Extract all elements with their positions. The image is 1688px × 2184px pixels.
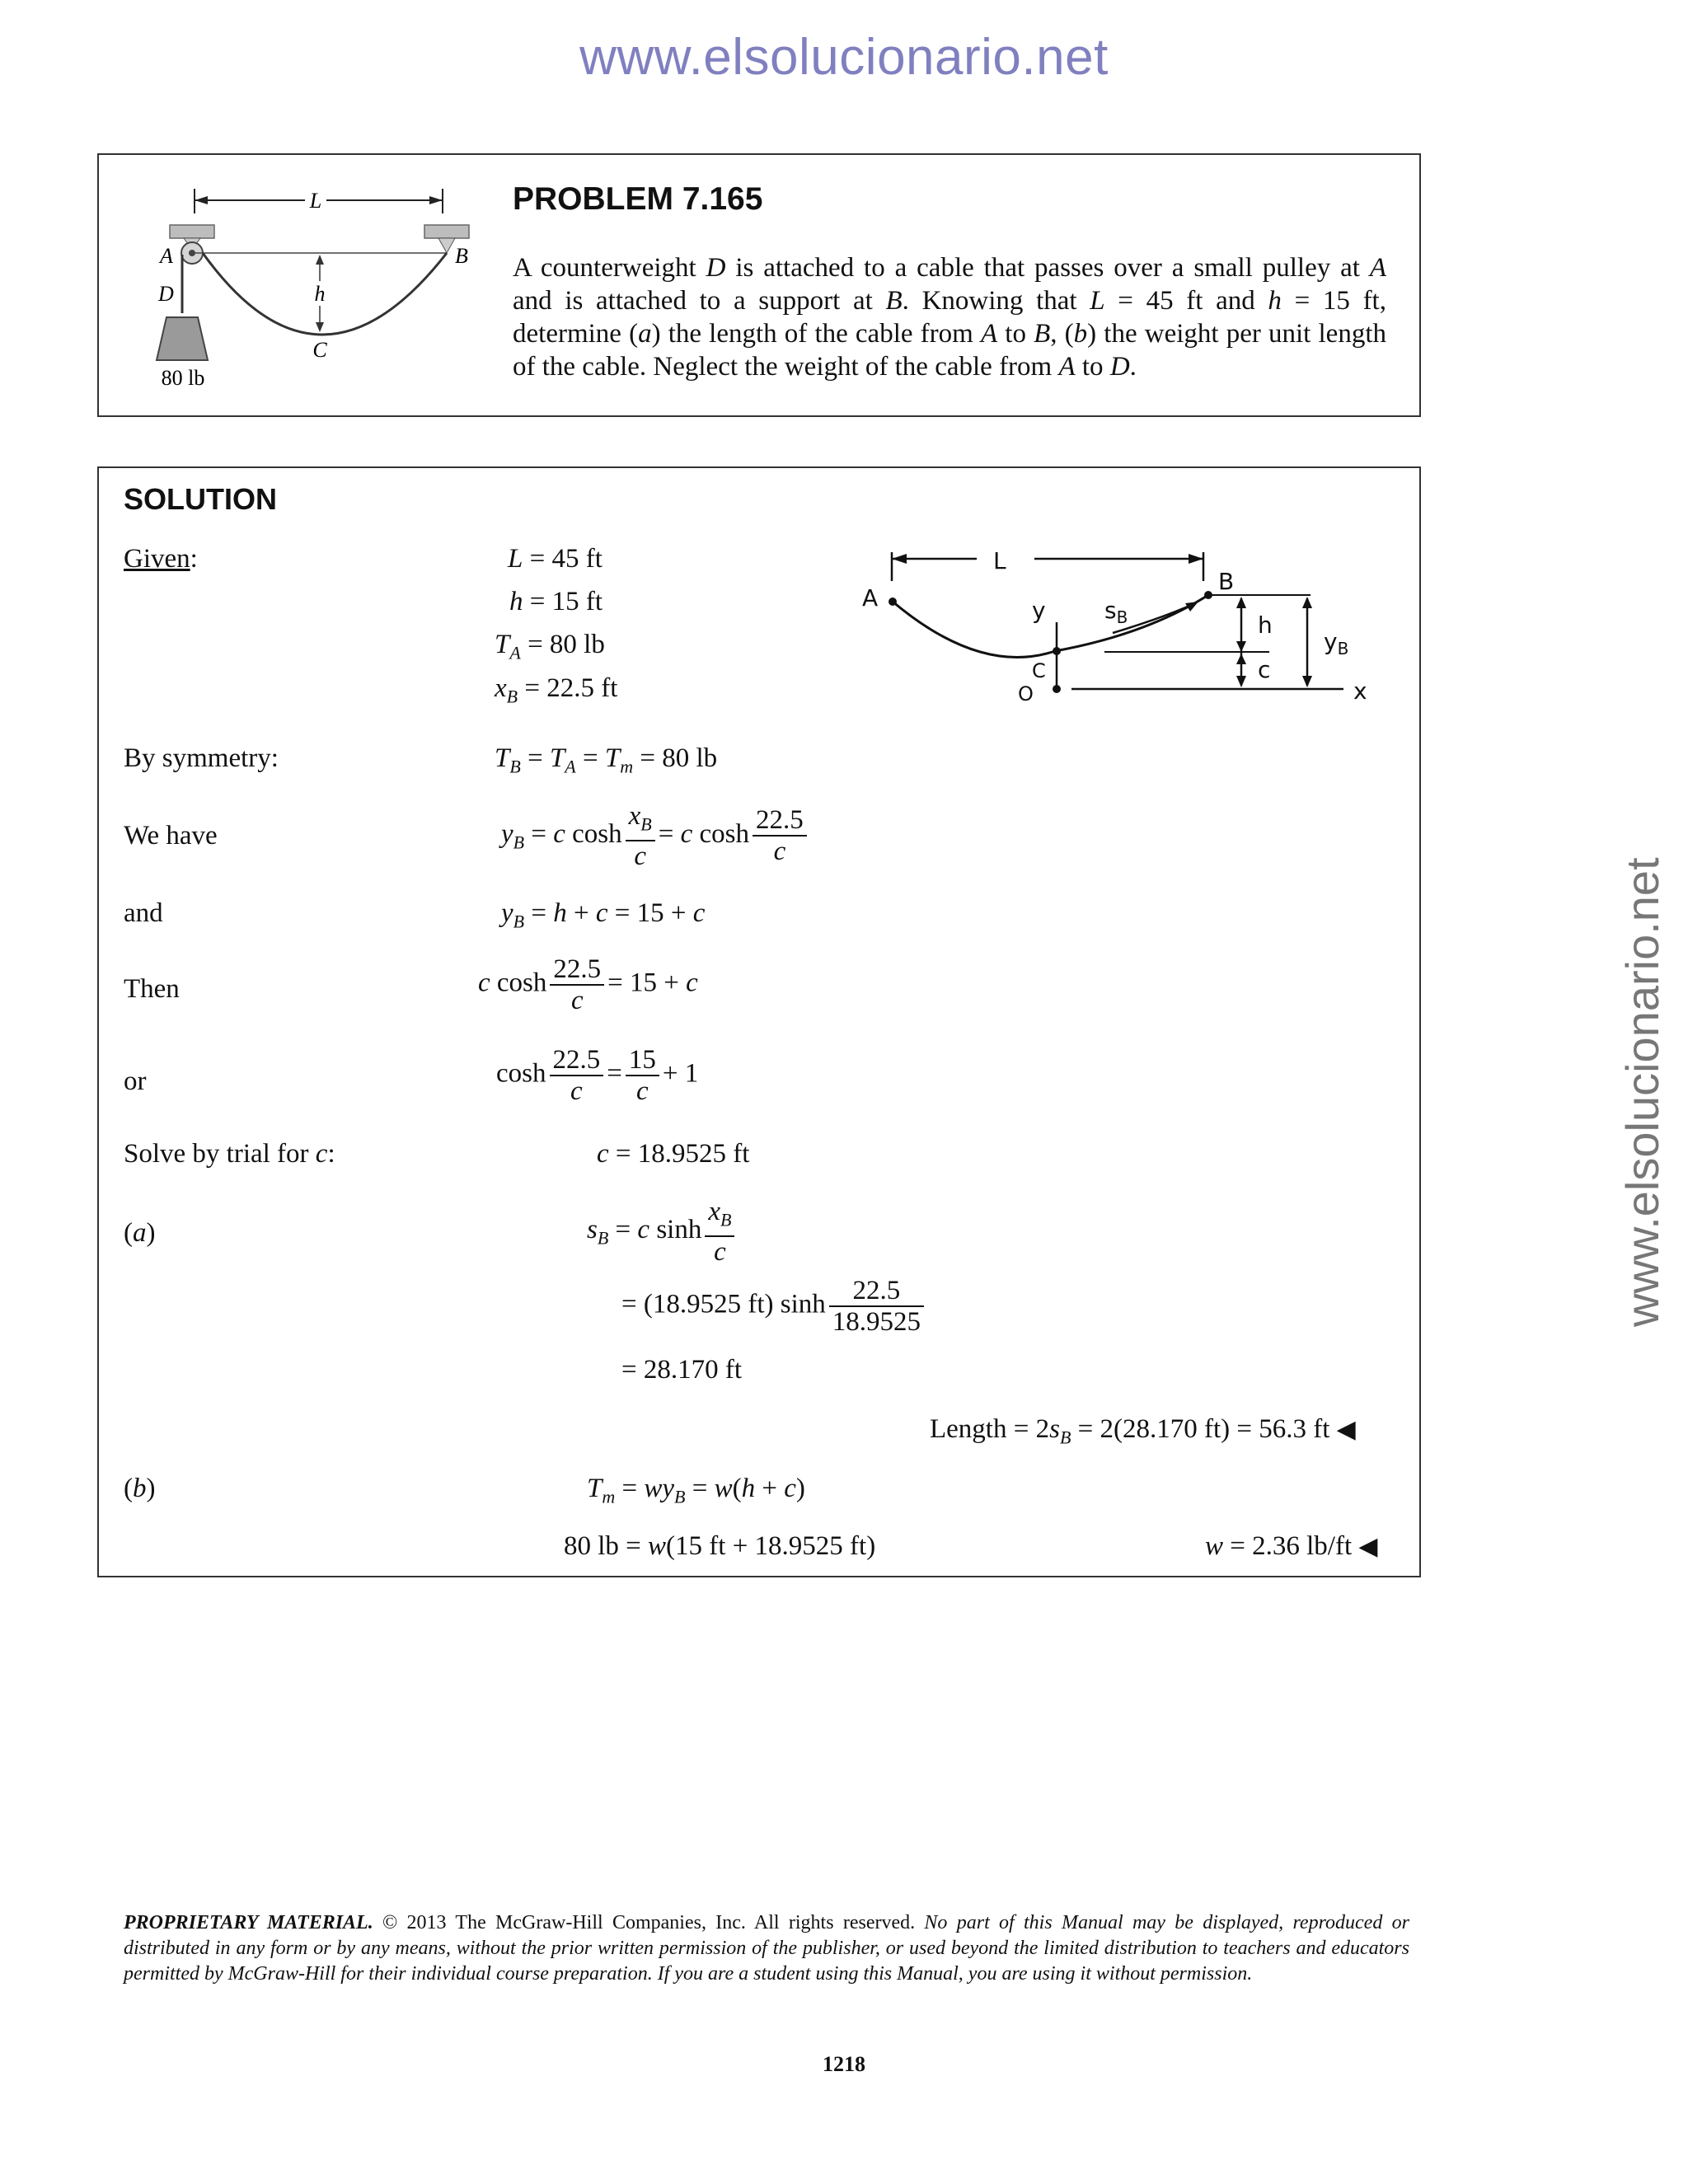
plus-15: = 15 + <box>614 898 693 928</box>
sB-line2-num: 22.5 <box>829 1276 924 1307</box>
symmetry-value: = 80 lb <box>640 743 718 773</box>
sB-line2-den: 18.9525 <box>832 1307 921 1337</box>
solution-sketch <box>849 536 1385 717</box>
symmetry-eq: $T_B = T_A = T_m = 80$ lb <box>495 743 718 777</box>
part-a-letter: a <box>133 1218 147 1248</box>
fig-label-B: B <box>455 244 468 268</box>
weight-eq: 80 lb = w(15 ft + 18.9525 ft) <box>564 1531 876 1561</box>
yB-cosh-eq: $y_B = c$ cosh $\frac{x_B}{c}$ = c cosh $\frac{22.5}{c}$ <box>501 801 810 871</box>
watermark-top: www.elsolucionario.net <box>579 29 1109 86</box>
statement-text: ) the length of the cable from <box>651 319 981 349</box>
sB-result: = 28.170 ft <box>621 1355 743 1385</box>
statement-text: . Knowing that <box>902 286 1090 316</box>
sketch-label-yB: $y_B$ <box>1324 628 1349 658</box>
statement-variable: A <box>980 319 998 349</box>
c-value: = 18.9525 ft <box>615 1139 750 1169</box>
length-value: = 2(28.170 ft) = 56.3 ft <box>1077 1414 1330 1444</box>
solve-label <box>124 1139 335 1169</box>
then-eq: c cosh $\frac{22.5}{c}$ = 15 + c <box>478 954 698 1015</box>
solve-colon: : <box>327 1139 335 1169</box>
statement-variable: A <box>1058 352 1076 382</box>
given-xB-value: = 22.5 ft <box>524 673 618 703</box>
yB-sum-eq: $y_B = h + c = 15 + c$ <box>501 898 706 932</box>
sketch-label-C: C <box>1032 659 1046 682</box>
or-num-15: 15 <box>626 1045 659 1076</box>
or-eq: cosh $\frac{22.5}{c}$ = $\frac{15}{c}$ + 1 <box>496 1045 699 1106</box>
we-have-label: We have <box>124 821 218 851</box>
given-L-value: = 45 ft <box>529 544 603 574</box>
then-num: 22.5 <box>550 954 604 986</box>
statement-text: to <box>1075 352 1110 382</box>
given-colon: : <box>190 544 198 574</box>
part-b-label: (b) <box>124 1474 156 1503</box>
given-TA: $T_A = 80$ lb <box>495 630 605 663</box>
given-xB: $x_B = 22.5$ ft <box>495 673 618 707</box>
statement-variable: B <box>885 286 903 316</box>
statement-variable: a <box>638 319 652 349</box>
statement-variable: h <box>1268 286 1282 316</box>
statement-variable: D <box>1109 352 1130 382</box>
problem-title: PROBLEM 7.165 <box>513 181 763 217</box>
sketch-label-B: B <box>1218 568 1235 595</box>
statement-text: = 15 ft, determine ( <box>513 286 1386 349</box>
footer-italic: No part of this Manual may be displayed, reproduced or distributed in any form or by any means, without the prior written permission of the publisher, or used beyond the limited distribution to teachers and educators permitted by McGraw-Hill for their individual course preparation. If you are a student using this Manual, you are using it without permission. <box>124 1912 1409 1985</box>
fig-label-weight: 80 lb <box>161 366 205 390</box>
statement-variable: D <box>706 253 726 283</box>
given-TA-value: = 80 lb <box>528 630 605 659</box>
given-h-value: = 15 ft <box>529 587 603 616</box>
sketch-label-h: h <box>1258 612 1273 639</box>
statement-text: . <box>1129 352 1137 382</box>
copyright-footer <box>124 1910 1409 1987</box>
statement-text: A counterweight <box>513 253 706 283</box>
watermark-side: www.elsolucionario.net <box>1616 857 1668 1327</box>
solution-title: SOLUTION <box>124 482 277 516</box>
given-L: L = 45 ft <box>508 544 603 574</box>
problem-figure <box>140 177 486 396</box>
fig-label-h: h <box>314 282 326 306</box>
sketch-label-x: x <box>1353 677 1367 705</box>
statement-variable: B <box>1034 319 1051 349</box>
then-rhs: = 15 + <box>607 968 687 998</box>
part-b-letter: b <box>133 1474 147 1503</box>
statement-text: to <box>997 319 1034 349</box>
solve-var: c <box>315 1139 328 1169</box>
fig-label-C: C <box>312 338 327 362</box>
sB-eq: $s_B = c$ sinh $\frac{x_B}{c}$ <box>587 1197 738 1267</box>
part-a-label: (a) <box>124 1218 156 1248</box>
statement-variable: A <box>1369 253 1386 283</box>
sketch-label-L: L <box>993 547 1006 574</box>
problem-statement <box>513 251 1386 383</box>
and-label: and <box>124 898 163 928</box>
length-answer: Length = $2s_B = 2(28.170$ ft) = 56.3 ft ◀ <box>930 1414 1356 1448</box>
fig-label-A: A <box>160 244 173 268</box>
given-label <box>124 544 198 574</box>
footer-bold: PROPRIETARY MATERIAL. <box>124 1912 373 1933</box>
statement-text: = 45 ft and <box>1104 286 1268 316</box>
length-label: Length <box>930 1414 1007 1444</box>
statement-variable: b <box>1073 319 1088 349</box>
sketch-label-sB: $s_B$ <box>1104 597 1128 627</box>
footer-normal: © 2013 The McGraw-Hill Companies, Inc. All rights reserved. <box>373 1912 925 1933</box>
answer-marker-icon: ◀ <box>1336 1416 1356 1443</box>
solve-text: Solve by trial for <box>124 1139 316 1169</box>
sketch-label-y: y <box>1032 597 1046 624</box>
sB-line2-left: = (18.9525 ft) sinh <box>621 1289 826 1319</box>
sB-eq-line2 <box>621 1276 927 1337</box>
statement-variable: L <box>1090 286 1105 316</box>
weight-eq-left: 80 lb = <box>564 1531 649 1561</box>
page-number: 1218 <box>823 2052 865 2076</box>
given-h: h = 15 ft <box>509 587 603 616</box>
c-value-eq: c = 18.9525 ft <box>597 1139 750 1169</box>
statement-text: ) the weight per unit length of the cable. Neglect the weight of the cable from <box>513 319 1386 382</box>
then-label: Then <box>124 974 180 1004</box>
fig-label-L: L <box>309 189 322 213</box>
or-num: 22.5 <box>550 1045 604 1076</box>
frac-num-22-5: 22.5 <box>753 805 807 837</box>
length-mid: = 2 <box>1013 1414 1050 1444</box>
statement-text: and is attached to a support at <box>513 286 886 316</box>
weight-eq-right: (15 ft + 18.9525 ft) <box>666 1531 876 1561</box>
sketch-label-c: c <box>1258 656 1271 683</box>
sketch-label-A: A <box>862 584 879 612</box>
fig-label-D: D <box>158 282 174 306</box>
symmetry-label: By symmetry: <box>124 743 279 773</box>
answer-marker-icon: ◀ <box>1358 1533 1378 1560</box>
sketch-label-O: O <box>1018 682 1034 705</box>
statement-text: , ( <box>1050 319 1074 349</box>
statement-text: is attached to a cable that passes over a small pulley at <box>725 253 1370 283</box>
or-label: or <box>124 1066 147 1096</box>
Tm-eq: $T_m = wy_B = w(h + c)$ <box>587 1474 805 1507</box>
w-value: = 2.36 lb/ft <box>1230 1531 1353 1561</box>
w-answer: w = 2.36 lb/ft ◀ <box>1205 1531 1378 1561</box>
given-word: Given <box>124 544 190 574</box>
